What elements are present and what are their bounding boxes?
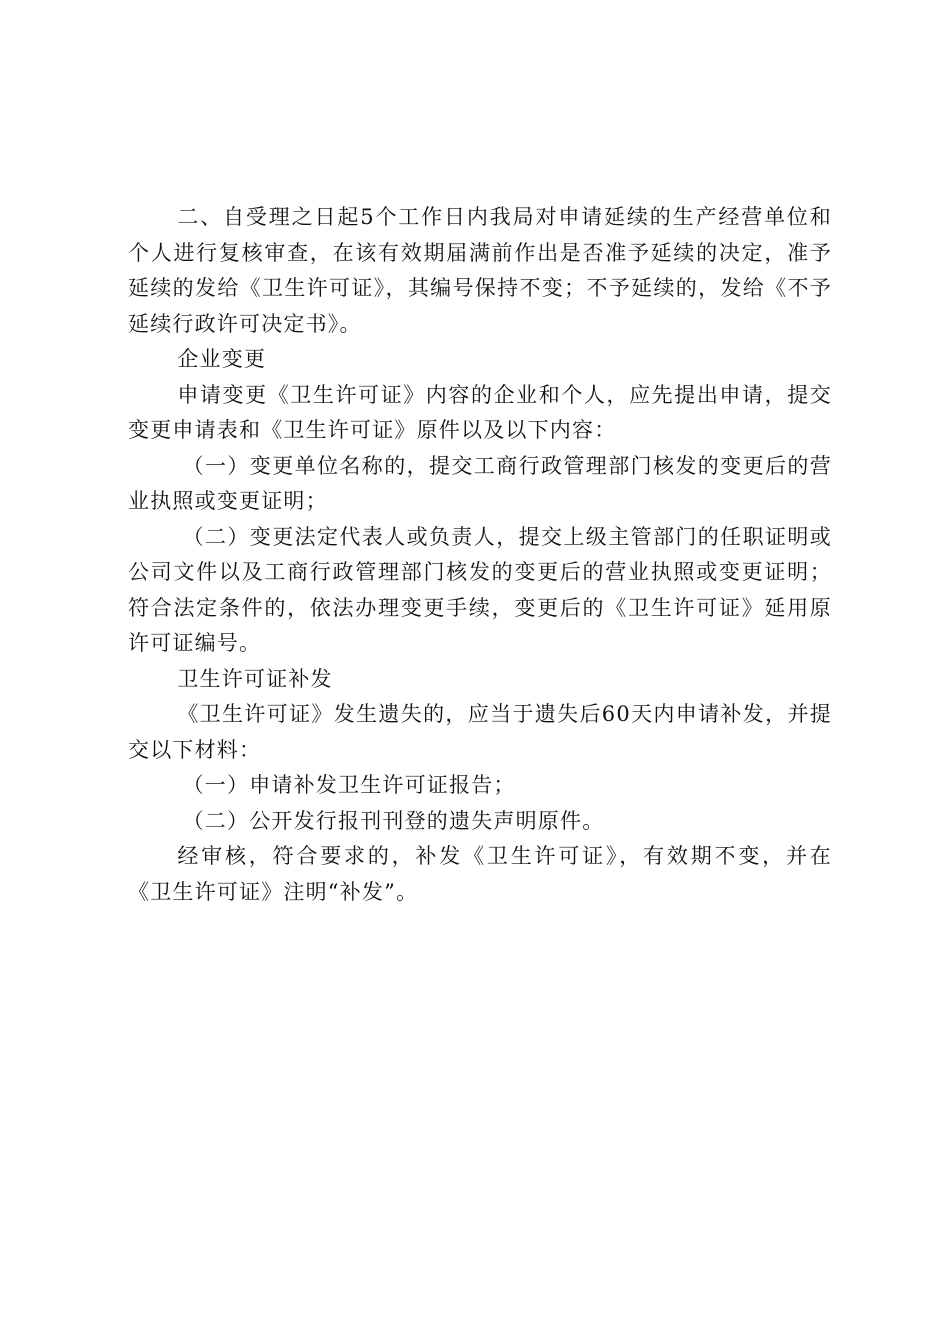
section-heading-reissue: 卫生许可证补发 <box>177 666 333 691</box>
document-body <box>128 200 832 910</box>
paragraph-reissue-application: 《卫生许可证》发生遗失的，应当于遗失后60天内申请补发，并提交以下材料： <box>128 702 832 762</box>
list-item-change-representative: （二）变更法定代表人或负责人，提交上级主管部门的任职证明或公司文件以及工商行政管理部门核发的变更后的营业执照或变更证明；符合法定条件的，依法办理变更手续，变更后的《卫生许可证》延用原许可证编号。 <box>128 524 832 655</box>
paragraph-reissue-result: 经审核，符合要求的，补发《卫生许可证》，有效期不变，并在《卫生许可证》注明“补发”。 <box>128 844 832 904</box>
list-item-reissue-report: （一）申请补发卫生许可证报告； <box>182 773 516 797</box>
paragraph-renewal-review: 二、自受理之日起5个工作日内我局对申请延续的生产经营单位和个人进行复核审查，在该有效期届满前作出是否准予延续的决定，准予延续的发给《卫生许可证》，其编号保持不变；不予延续的，发给《不予延续行政许可决定书》。 <box>128 205 832 336</box>
section-heading-enterprise-change: 企业变更 <box>177 347 267 371</box>
list-item-change-name: （一）变更单位名称的，提交工商行政管理部门核发的变更后的营业执照或变更证明； <box>128 453 832 513</box>
list-item-loss-notice: （二）公开发行报刊刊登的遗失声明原件。 <box>182 808 605 833</box>
paragraph-change-application: 申请变更《卫生许可证》内容的企业和个人，应先提出申请，提交变更申请表和《卫生许可证》原件以及以下内容： <box>128 382 832 442</box>
